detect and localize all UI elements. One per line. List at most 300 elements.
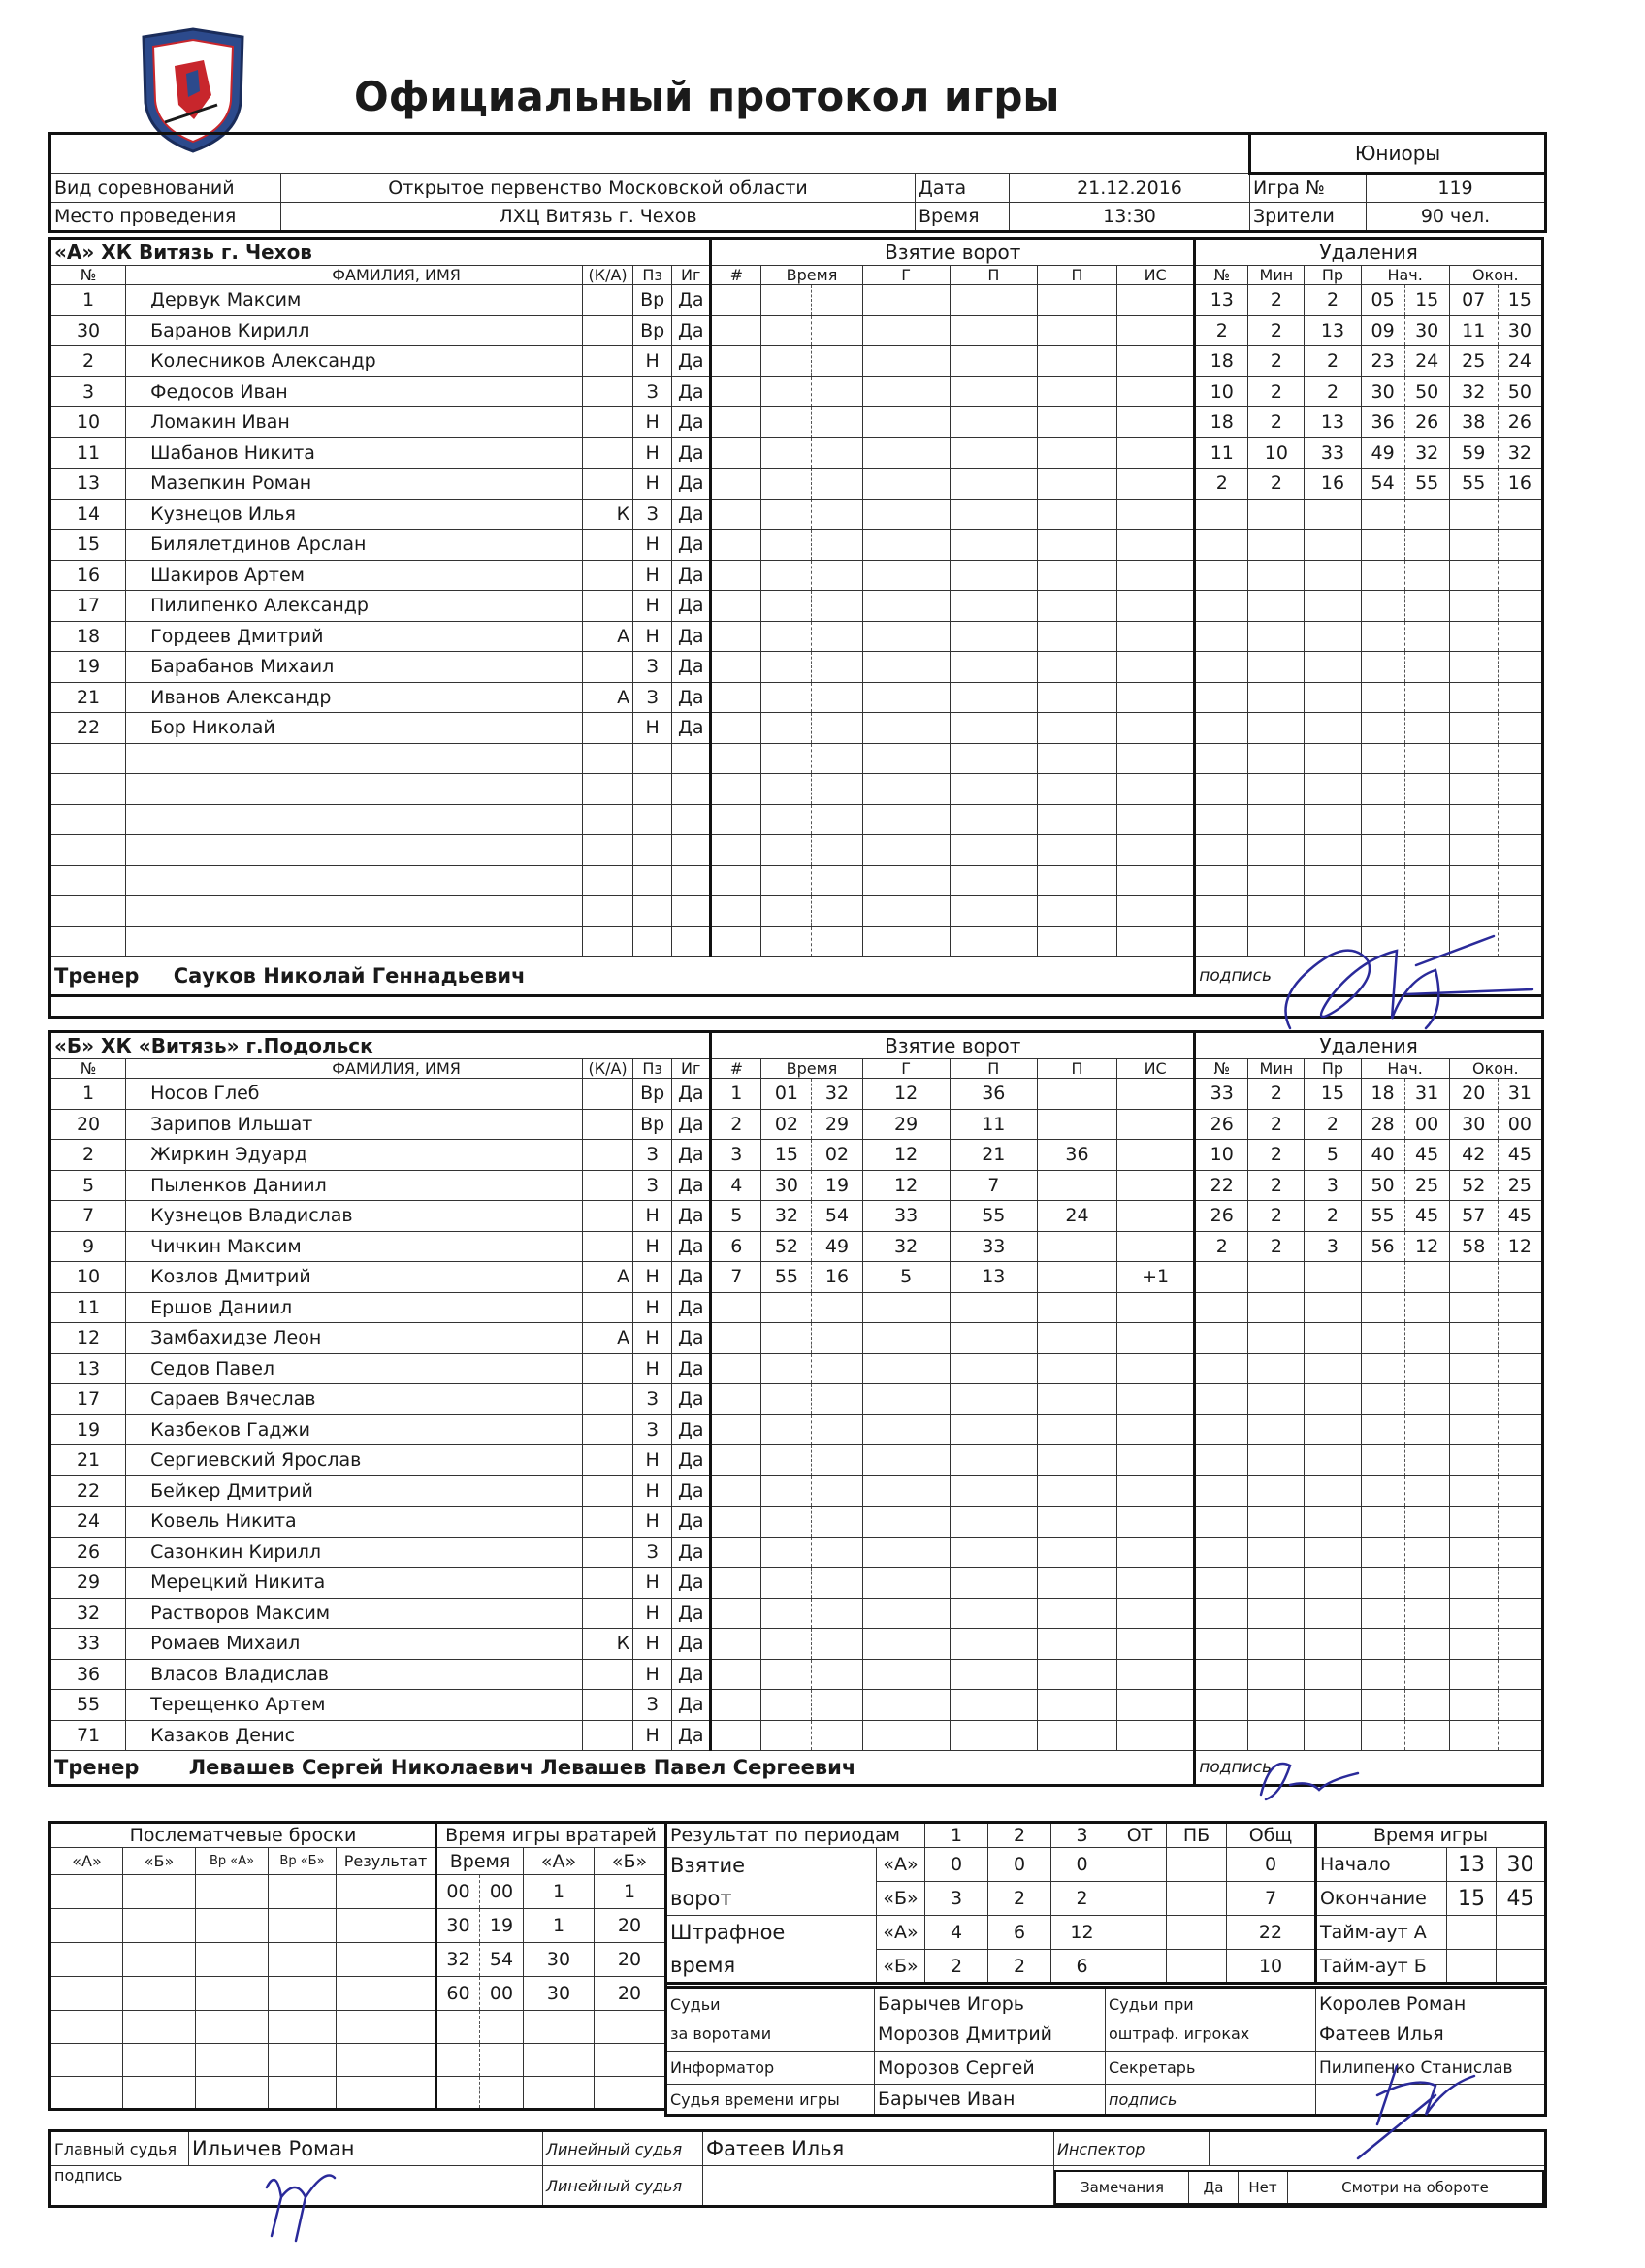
player-played: Да [672,682,711,713]
player-captain [583,865,633,896]
penalty-reason [1305,1262,1361,1293]
penalty-reason [1305,1690,1361,1721]
player-number: 33 [50,1629,126,1660]
goalie-minute [436,2011,480,2044]
player-name: Гордеев Дмитрий [126,621,583,652]
col-num: № [50,1059,126,1079]
goalie-second: 19 [480,1909,524,1943]
player-number: 71 [50,1720,126,1751]
penalty-minutes [1248,1292,1305,1323]
shootout-col: «А» [50,1848,123,1875]
penalty-player: 13 [1195,285,1248,316]
period-value: 10 [1227,1950,1316,1984]
penalty-start-min [1361,621,1404,652]
penalty-minutes [1248,682,1305,713]
player-position: Н [633,346,672,377]
shootout-cell [337,2077,436,2110]
shootout-cell [269,1875,337,1909]
penalty-player: 22 [1195,1170,1248,1201]
penalty-start-sec: 45 [1404,1201,1449,1232]
player-captain [583,591,633,622]
player-captain [583,1384,633,1415]
player-captain [583,1140,633,1171]
penalty-start-sec: 55 [1404,469,1449,500]
player-position [633,804,672,835]
goal-situation [1117,346,1195,377]
period-value: 12 [1051,1916,1113,1950]
penalty-end-sec [1498,1598,1542,1629]
penalty-player [1195,530,1248,561]
penalty-reason [1305,560,1361,591]
goalie-time-row [436,1875,666,1909]
goalie-b [595,2077,666,2110]
remarks-yes[interactable]: Да [1189,2171,1239,2204]
col-name: ФАМИЛИЯ, ИМЯ [126,266,583,285]
player-played: Да [672,1720,711,1751]
shootout-cell [123,1943,196,1977]
team-a-row [50,560,1543,591]
penalty-minutes [1248,1659,1305,1690]
penalty-reason [1305,1507,1361,1538]
penalty-end-sec: 45 [1498,1201,1542,1232]
player-captain [583,896,633,927]
goal-second [812,1537,862,1568]
goal-minute [761,1720,812,1751]
team-a-row [50,865,1543,896]
player-name: Растворов Максим [126,1598,583,1629]
player-number: 55 [50,1690,126,1721]
penalty-start-sec: 26 [1404,407,1449,438]
goal-second [812,774,862,805]
team-b-title: «Б» ХК «Витязь» г.Подольск [50,1032,711,1059]
player-position: Н [633,1353,672,1384]
goal-assist-1 [950,835,1037,866]
penalty-judge-1: Королев Роман [1319,1993,1467,2015]
goal-minute [761,285,812,316]
player-captain [583,1598,633,1629]
player-captain [583,1079,633,1110]
secretary-signature-icon [1339,2057,1513,2163]
goal-minute [761,926,812,957]
player-captain: К [583,1629,633,1660]
shootout-cell [123,2011,196,2044]
goalie-second [480,2011,524,2044]
penalty-start-min: 23 [1361,346,1404,377]
penalty-start-sec: 50 [1404,376,1449,407]
penalty-minutes: 2 [1248,315,1305,346]
goal-number [711,713,761,744]
goal-assist-2 [1037,682,1116,713]
penalty-end-sec: 32 [1498,437,1542,469]
period-value [1167,1916,1227,1950]
penalty-reason: 3 [1305,1231,1361,1262]
player-number: 26 [50,1537,126,1568]
goal-second [812,896,862,927]
goal-minute: 52 [761,1231,812,1262]
col-pen-min: Мин [1248,1059,1305,1079]
penalty-start-min [1361,499,1404,530]
spectators-value: 90 чел. [1367,203,1546,232]
penalty-player [1195,804,1248,835]
player-captain [583,1170,633,1201]
goal-assist-1: 7 [950,1170,1037,1201]
period-value: 3 [925,1882,988,1916]
player-number: 13 [50,469,126,500]
penalty-end-sec: 26 [1498,407,1542,438]
col-assist-1: П [950,266,1037,285]
player-played: Да [672,1079,711,1110]
goal-situation [1117,1414,1195,1445]
period-value [1113,1848,1167,1882]
player-name: Сазонкин Кирилл [126,1537,583,1568]
goal-minute [761,743,812,774]
goal-number [711,774,761,805]
penalty-reason: 2 [1305,1201,1361,1232]
player-name: Чичкин Максим [126,1231,583,1262]
penalty-start-sec [1404,865,1449,896]
goal-minute [761,530,812,561]
player-captain [583,437,633,469]
player-name: Козлов Дмитрий [126,1262,583,1293]
period-row-label-1: Штрафное [670,1921,786,1944]
period-row [666,1848,1316,1882]
goal-number [711,682,761,713]
penalty-player: 11 [1195,437,1248,469]
penalty-reason: 3 [1305,1170,1361,1201]
shootout-row [50,1977,436,2011]
penalty-start-min: 36 [1361,407,1404,438]
goal-assist-2 [1037,1629,1116,1660]
goal-assist-2 [1037,1384,1116,1415]
goal-assist-2 [1037,804,1116,835]
goalie-b: 20 [595,1943,666,1977]
penalty-start-sec [1404,1475,1449,1507]
player-position: Н [633,1507,672,1538]
penalty-start-sec [1404,591,1449,622]
goal-assist-2 [1037,652,1116,683]
player-position [633,774,672,805]
penalty-reason [1305,499,1361,530]
goal-assist-1 [950,743,1037,774]
penalty-reason: 16 [1305,469,1361,500]
goal-scorer [862,591,950,622]
player-position: З [633,652,672,683]
player-name: Ершов Даниил [126,1292,583,1323]
competition-label: Вид соревнований [50,174,281,203]
player-number: 7 [50,1201,126,1232]
penalty-start-sec [1404,1568,1449,1599]
period-team: «А» [877,1848,925,1882]
goal-assist-1 [950,285,1037,316]
penalty-reason: 33 [1305,437,1361,469]
goal-assist-1 [950,469,1037,500]
team-b-signature-label: подпись [1195,1751,1543,1786]
penalty-reason [1305,591,1361,622]
col-goal-time: Время [761,266,862,285]
goalie-b: 20 [595,1977,666,2011]
goal-minute [761,1445,812,1476]
col-num: № [50,266,126,285]
goal-minute [761,652,812,683]
head-ref-signature-label: подпись [50,2166,543,2207]
player-number: 32 [50,1598,126,1629]
player-captain [583,560,633,591]
penalty-player [1195,713,1248,744]
goal-assist-2 [1037,835,1116,866]
player-number: 11 [50,1292,126,1323]
penalty-player: 26 [1195,1201,1248,1232]
goal-situation [1117,315,1195,346]
penalty-end-sec: 00 [1498,1109,1542,1140]
goalie-time-row [436,1943,666,1977]
penalty-player [1195,1690,1248,1721]
penalty-start-sec [1404,499,1449,530]
penalty-start-sec [1404,1262,1449,1293]
shootout-cell [123,2077,196,2110]
goal-situation [1117,865,1195,896]
team-a-row [50,285,1543,316]
goal-assist-1 [950,1475,1037,1507]
goal-number [711,621,761,652]
player-number: 1 [50,1079,126,1110]
penalty-start-min: 56 [1361,1231,1404,1262]
goal-scorer [862,896,950,927]
penalty-end-sec [1498,1384,1542,1415]
period-value: 2 [988,1882,1051,1916]
goal-assist-1 [950,530,1037,561]
penalty-player: 2 [1195,469,1248,500]
game-end-label: Окончание [1316,1882,1447,1916]
penalty-reason [1305,1414,1361,1445]
player-number: 5 [50,1170,126,1201]
penalty-player: 26 [1195,1109,1248,1140]
penalty-end-min [1449,652,1498,683]
player-name: Бор Николай [126,713,583,744]
shootout-cell [123,1977,196,2011]
period-value: 0 [1051,1848,1113,1882]
player-name: Мерецкий Никита [126,1568,583,1599]
team-b-table [48,1030,1544,1787]
penalty-player [1195,743,1248,774]
player-captain [583,1414,633,1445]
penalty-end-min [1449,865,1498,896]
team-a-row [50,621,1543,652]
goal-scorer [862,376,950,407]
goal-assist-1 [950,1384,1037,1415]
penalty-start-min [1361,865,1404,896]
spectators-label: Зрители [1250,203,1367,232]
period-value: 2 [925,1950,988,1984]
goal-situation [1117,926,1195,957]
player-captain: К [583,499,633,530]
player-captain [583,1475,633,1507]
goal-minute [761,896,812,927]
player-name: Шабанов Никита [126,437,583,469]
team-b-coach-name: Левашев Сергей Николаевич Левашев Павел Сергеевич [188,1756,856,1779]
penalty-player [1195,1568,1248,1599]
goal-minute: 02 [761,1109,812,1140]
goal-number [711,530,761,561]
goalie-a [524,2044,595,2077]
goal-minute: 15 [761,1140,812,1171]
col-ka: (К/А) [583,1059,633,1079]
player-number [50,774,126,805]
shootout-cell [269,2011,337,2044]
goal-assist-1: 11 [950,1109,1037,1140]
game-start-hour: 13 [1447,1848,1497,1882]
goal-scorer [862,652,950,683]
penalty-start-sec: 15 [1404,285,1449,316]
penalty-start-sec [1404,682,1449,713]
penalty-end-min [1449,835,1498,866]
shootout-cell [196,2044,269,2077]
penalty-minutes: 2 [1248,1170,1305,1201]
penalty-reason [1305,1475,1361,1507]
shootout-cell [196,1977,269,2011]
period-row-label-2: время [670,1954,736,1977]
player-captain [583,407,633,438]
linesman-label-1: Линейный судья [543,2131,703,2166]
page-title: Официальный протокол игры [354,73,1060,120]
goal-minute [761,560,812,591]
col-assist-2: П [1037,1059,1116,1079]
player-played: Да [672,1292,711,1323]
goal-situation [1117,652,1195,683]
team-a-col-headers [50,266,1543,285]
penalty-start-min: 54 [1361,469,1404,500]
goal-assist-2 [1037,1598,1116,1629]
player-played: Да [672,1475,711,1507]
shootout-cell [196,2011,269,2044]
penalty-minutes [1248,713,1305,744]
penalty-start-sec: 31 [1404,1079,1449,1110]
player-number: 2 [50,1140,126,1171]
goal-second [812,1720,862,1751]
goalie-second [480,2077,524,2110]
penalty-end-sec [1498,1323,1542,1354]
goalie-time-col-a: «А» [524,1848,595,1875]
period-value [1167,1882,1227,1916]
team-a-row [50,407,1543,438]
goal-assist-1 [950,1720,1037,1751]
penalty-end-sec [1498,1568,1542,1599]
player-name: Мазепкин Роман [126,469,583,500]
penalty-end-min [1449,1445,1498,1476]
player-position: Н [633,1292,672,1323]
player-captain [583,376,633,407]
goal-second [812,407,862,438]
penalty-start-min [1361,1292,1404,1323]
shootout-cell [337,1875,436,1909]
penalty-end-min [1449,743,1498,774]
penalty-end-min [1449,1568,1498,1599]
goal-scorer [862,499,950,530]
goal-assist-1 [950,1537,1037,1568]
goal-scorer [862,1445,950,1476]
penalty-judges-label-2: оштраф. игроках [1109,2025,1250,2043]
category-label: Юниоры [1354,142,1441,165]
penalty-player [1195,1720,1248,1751]
penalty-start-min [1361,560,1404,591]
col-name: ФАМИЛИЯ, ИМЯ [126,1059,583,1079]
player-position: Н [633,713,672,744]
player-name: Ковель Никита [126,1507,583,1538]
penalty-end-min [1449,1507,1498,1538]
penalty-start-sec [1404,804,1449,835]
player-played: Да [672,499,711,530]
team-b-row [50,1170,1543,1201]
player-name: Дервук Максим [126,285,583,316]
remarks-no[interactable]: Нет [1239,2171,1288,2204]
player-number [50,743,126,774]
player-name: Иванов Александр [126,682,583,713]
team-a-row [50,743,1543,774]
penalty-end-min [1449,499,1498,530]
goal-situation [1117,621,1195,652]
penalty-player [1195,560,1248,591]
penalty-minutes [1248,865,1305,896]
penalty-end-min: 58 [1449,1231,1498,1262]
penalty-minutes [1248,804,1305,835]
goal-number: 1 [711,1079,761,1110]
team-b-row [50,1659,1543,1690]
player-position: Н [633,1720,672,1751]
period-col-pb: ПБ [1167,1823,1227,1848]
player-captain: А [583,1262,633,1293]
goal-second [812,743,862,774]
goal-number: 6 [711,1231,761,1262]
penalty-start-min [1361,1475,1404,1507]
goal-second [812,315,862,346]
goal-number [711,743,761,774]
team-a-row [50,376,1543,407]
timeout-b-label: Тайм-аут Б [1316,1950,1447,1984]
penalty-minutes [1248,530,1305,561]
goal-scorer [862,1690,950,1721]
penalty-player [1195,1537,1248,1568]
goalie-a: 1 [524,1875,595,1909]
team-a-row [50,469,1543,500]
penalty-player [1195,1262,1248,1293]
goal-second [812,560,862,591]
goal-second: 19 [812,1170,862,1201]
penalty-player: 10 [1195,376,1248,407]
goal-minute [761,713,812,744]
goal-situation [1117,1140,1195,1171]
goal-assist-1 [950,804,1037,835]
head-ref-signature-icon [238,2158,354,2246]
period-row-label [666,1916,877,1984]
penalty-reason [1305,682,1361,713]
penalty-minutes: 2 [1248,1140,1305,1171]
player-name: Казбеков Гаджи [126,1414,583,1445]
team-a-title: «А» ХК Витязь г. Чехов [50,239,711,266]
penalty-start-sec [1404,652,1449,683]
shootout-col: Вр «Б» [269,1848,337,1875]
goal-assist-1 [950,682,1037,713]
player-played: Да [672,1201,711,1232]
goal-minute [761,1629,812,1660]
goal-situation [1117,376,1195,407]
goal-assist-1 [950,1353,1037,1384]
goal-second: 49 [812,1231,862,1262]
goal-scorer [862,1537,950,1568]
player-name: Пыленков Даниил [126,1170,583,1201]
informer-label: Информатор [666,2052,875,2085]
shootout-cell [50,2077,123,2110]
penalty-start-sec: 24 [1404,346,1449,377]
penalty-start-min [1361,1629,1404,1660]
